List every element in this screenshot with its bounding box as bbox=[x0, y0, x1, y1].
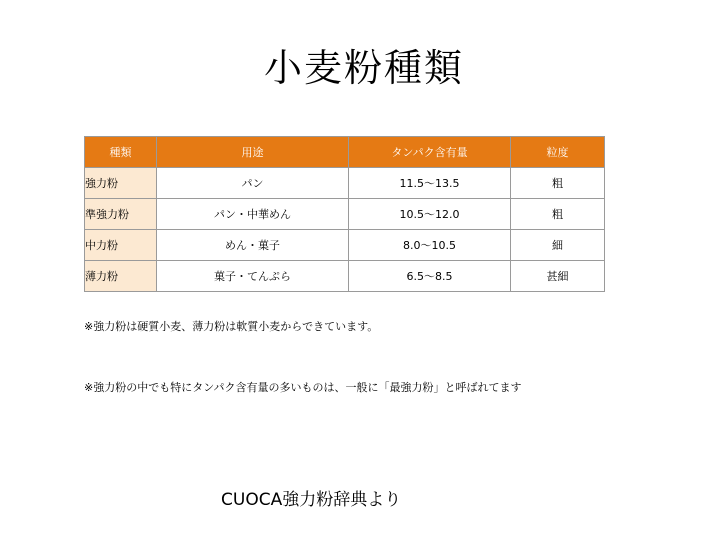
row-grain: 甚細 bbox=[511, 261, 605, 292]
note-hard-soft-wheat: ※強力粉は硬質小麦、薄力粉は軟質小麦からできています。 bbox=[84, 320, 379, 333]
row-name: 中力粉 bbox=[85, 230, 157, 261]
header-protein: タンパク含有量 bbox=[349, 137, 511, 168]
header-use: 用途 bbox=[157, 137, 349, 168]
slide-title: 小麦粉種類 bbox=[263, 46, 464, 90]
row-grain: 細 bbox=[511, 230, 605, 261]
header-grain: 粒度 bbox=[511, 137, 605, 168]
row-name: 薄力粉 bbox=[85, 261, 157, 292]
table-header-row bbox=[85, 137, 605, 168]
table-row bbox=[85, 168, 605, 199]
table-row bbox=[85, 230, 605, 261]
row-use: パン・中華めん bbox=[157, 199, 349, 230]
note-strongest-flour: ※強力粉の中でも特にタンパク含有量の多いものは、一般に「最強力粉」と呼ばれてます bbox=[84, 381, 522, 394]
row-name: 強力粉 bbox=[85, 168, 157, 199]
table-row bbox=[85, 199, 605, 230]
row-protein: 11.5〜13.5 bbox=[349, 168, 511, 199]
row-protein: 8.0〜10.5 bbox=[349, 230, 511, 261]
header-type: 種類 bbox=[85, 137, 157, 168]
row-use: パン bbox=[157, 168, 349, 199]
row-name: 準強力粉 bbox=[85, 199, 157, 230]
source-credit: CUOCA強力粉辞典より bbox=[221, 490, 402, 510]
row-grain: 粗 bbox=[511, 168, 605, 199]
row-protein: 6.5〜8.5 bbox=[349, 261, 511, 292]
row-grain: 粗 bbox=[511, 199, 605, 230]
row-protein: 10.5〜12.0 bbox=[349, 199, 511, 230]
row-use: 菓子・てんぷら bbox=[157, 261, 349, 292]
row-use: めん・菓子 bbox=[157, 230, 349, 261]
table-row bbox=[85, 261, 605, 292]
flour-types-table bbox=[84, 136, 605, 292]
